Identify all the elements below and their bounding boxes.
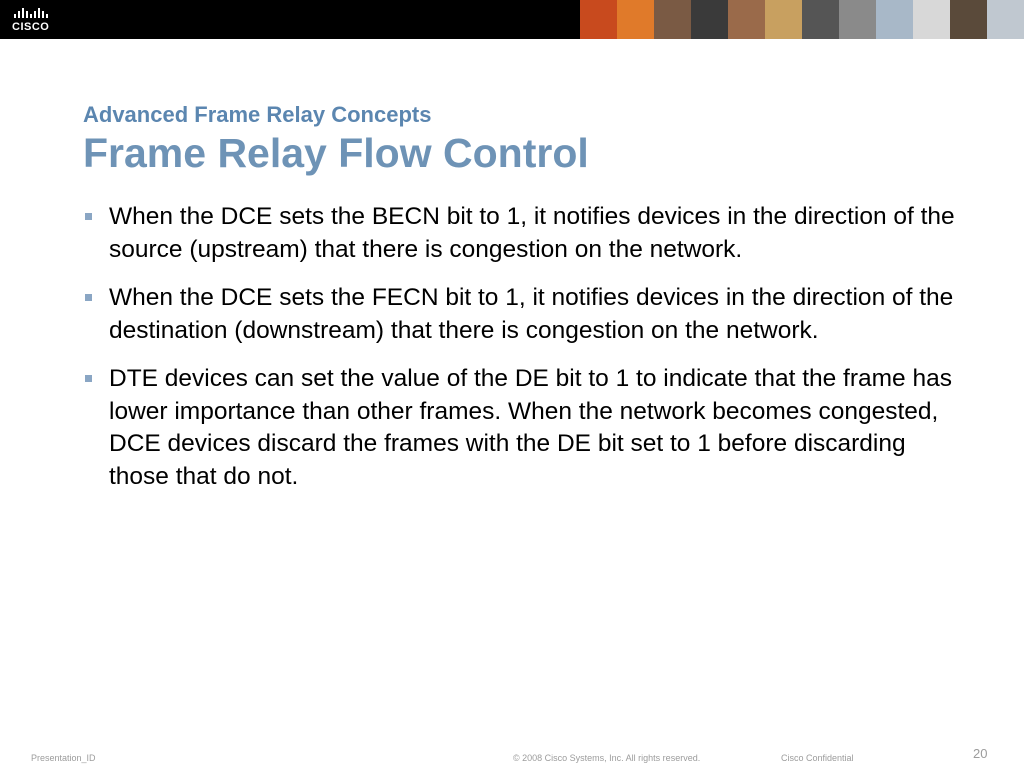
header-photo: [580, 0, 617, 39]
cisco-logo: [12, 6, 60, 34]
header-photo: [765, 0, 802, 39]
header-photo-strip: [580, 0, 1024, 39]
header-photo: [654, 0, 691, 39]
header-photo: [691, 0, 728, 39]
header-photo: [839, 0, 876, 39]
copyright-notice: © 2008 Cisco Systems, Inc. All rights reserved.: [513, 753, 701, 763]
confidential-label: Cisco Confidential: [781, 753, 854, 763]
header-photo: [987, 0, 1024, 39]
bullet-text: When the DCE sets the FECN bit to 1, it notifies devices in the direction of the destination (downstream) that there is congestion on the network.: [109, 284, 954, 344]
header-photo: [802, 0, 839, 39]
slide-title: Frame Relay Flow Control: [83, 130, 589, 176]
header-photo: [876, 0, 913, 39]
cisco-logo-text: CISCO: [12, 21, 50, 33]
header-photo: [913, 0, 950, 39]
bullet-item: [83, 282, 963, 347]
header-bar: [0, 0, 1024, 39]
square-bullet-icon: [85, 294, 92, 301]
bullet-text: DTE devices can set the value of the DE bit to 1 to indicate that the frame has lower importance than other frames. When the network becomes congested, DCE devices discard the frames with the DE bit set to 1 before discarding those that do not.: [109, 365, 952, 490]
bullet-text: When the DCE sets the BECN bit to 1, it notifies devices in the direction of the source (upstream) that there is congestion on the network.: [109, 203, 955, 263]
square-bullet-icon: [85, 213, 92, 220]
header-photo: [617, 0, 654, 39]
cisco-bridge-icon: [14, 6, 60, 18]
bullet-item: [83, 363, 963, 493]
header-photo: [728, 0, 765, 39]
presentation-id: Presentation_ID: [31, 753, 96, 763]
bullet-list: [83, 201, 963, 509]
bullet-item: [83, 201, 963, 266]
page-number: 20: [973, 746, 988, 761]
header-photo: [950, 0, 987, 39]
square-bullet-icon: [85, 375, 92, 382]
slide-subtitle: Advanced Frame Relay Concepts: [83, 102, 432, 127]
